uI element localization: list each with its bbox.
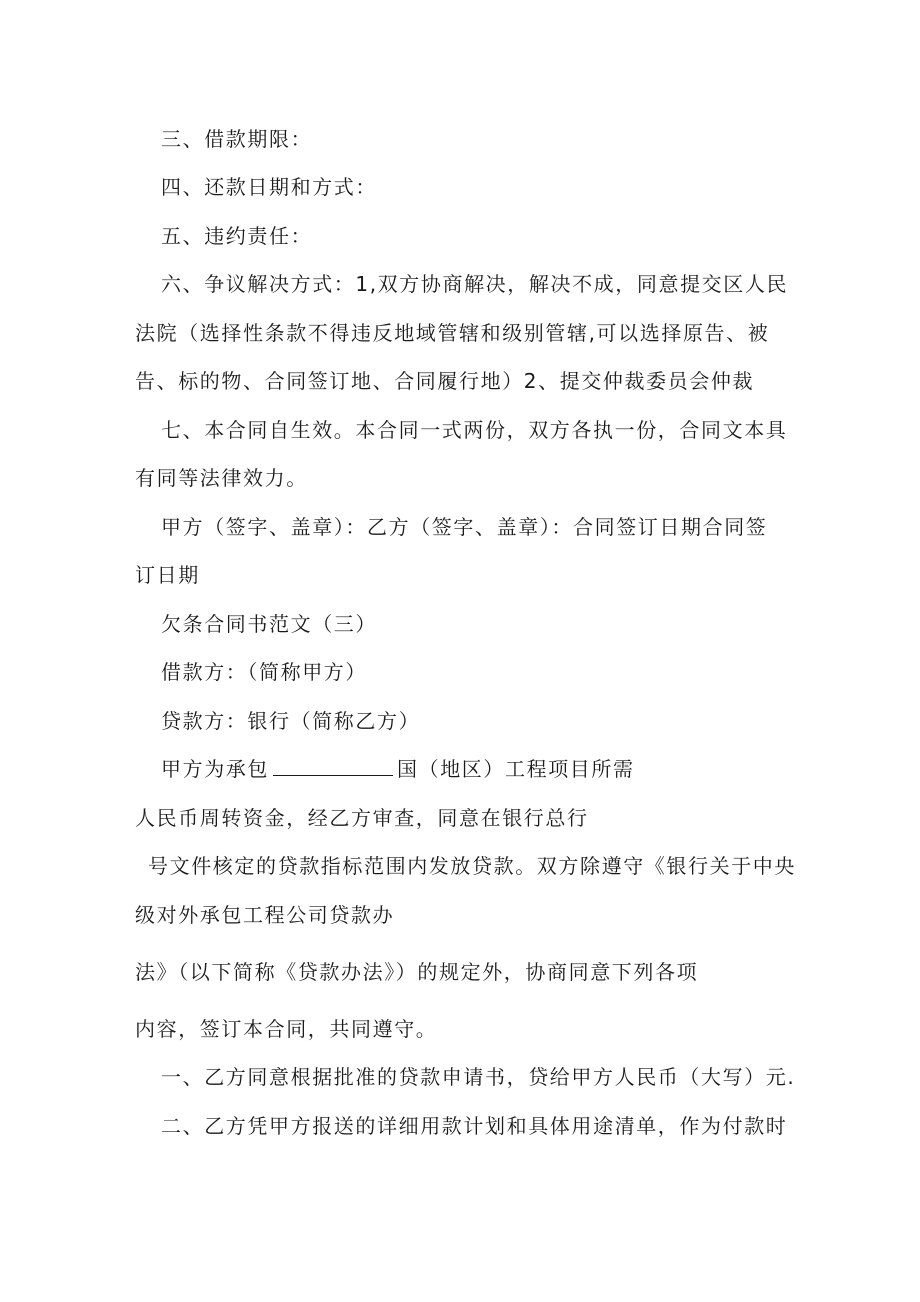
quota-line-2: 级对外承包工程公司贷款办 [135,903,395,927]
project-line-end: 国（地区）工程项目所需 [397,757,635,781]
lender-line: 贷款方：银行（简称乙方） [161,709,421,733]
clause-one: 一、乙方同意根据批准的贷款申请书，贷给甲方人民币（大写）元. [161,1065,796,1089]
quota-line-1: 号文件核定的贷款指标范围内发放贷款。双方除遵守《银行关于中央 [148,854,796,878]
borrower-line: 借款方：（简称甲方） [161,660,367,684]
quota-line-4: 内容，签订本合同，共同遵守。 [135,1017,438,1041]
section-heading: 欠条合同书范文（三） [161,612,377,636]
project-blank [273,755,393,776]
funds-line: 人民币周转资金，经乙方审查，同意在银行总行 [135,806,589,830]
quota-line-3: 法》（以下简称《贷款办法》）的规定外，协商同意下列各项 [135,960,699,984]
clause-two: 二、乙方凭甲方报送的详细用款计划和具体用途清单，作为付款时 [161,1114,788,1138]
clause-dispute-line-3: 告、标的物、合同签订地、合同履行地）2、提交仲裁委员会仲裁 [135,369,755,393]
project-line [161,755,635,783]
signature-line-1: 甲方（签字、盖章）：乙方（签字、盖章）：合同签订日期合同签 [161,515,768,539]
signature-line-2: 订日期 [135,563,200,587]
clause-effect-line-1: 七、本合同自生效。本合同一式两份，双方各执一份，合同文本具 [161,418,788,442]
project-line-start: 甲方为承包 [161,757,269,781]
clause-dispute-line-2: 法院（选择性条款不得违反地域管辖和级别管辖,可以选择原告、被 [135,321,770,345]
clause-liability: 五、违约责任： [161,224,313,248]
clause-loan-term: 三、借款期限： [161,127,313,151]
clause-effect-line-2: 有同等法律效力。 [135,466,308,490]
clause-dispute-line-1: 六、争议解决方式：1,双方协商解决，解决不成，同意提交区人民 [161,272,789,296]
clause-repayment: 四、还款日期和方式： [161,175,377,199]
